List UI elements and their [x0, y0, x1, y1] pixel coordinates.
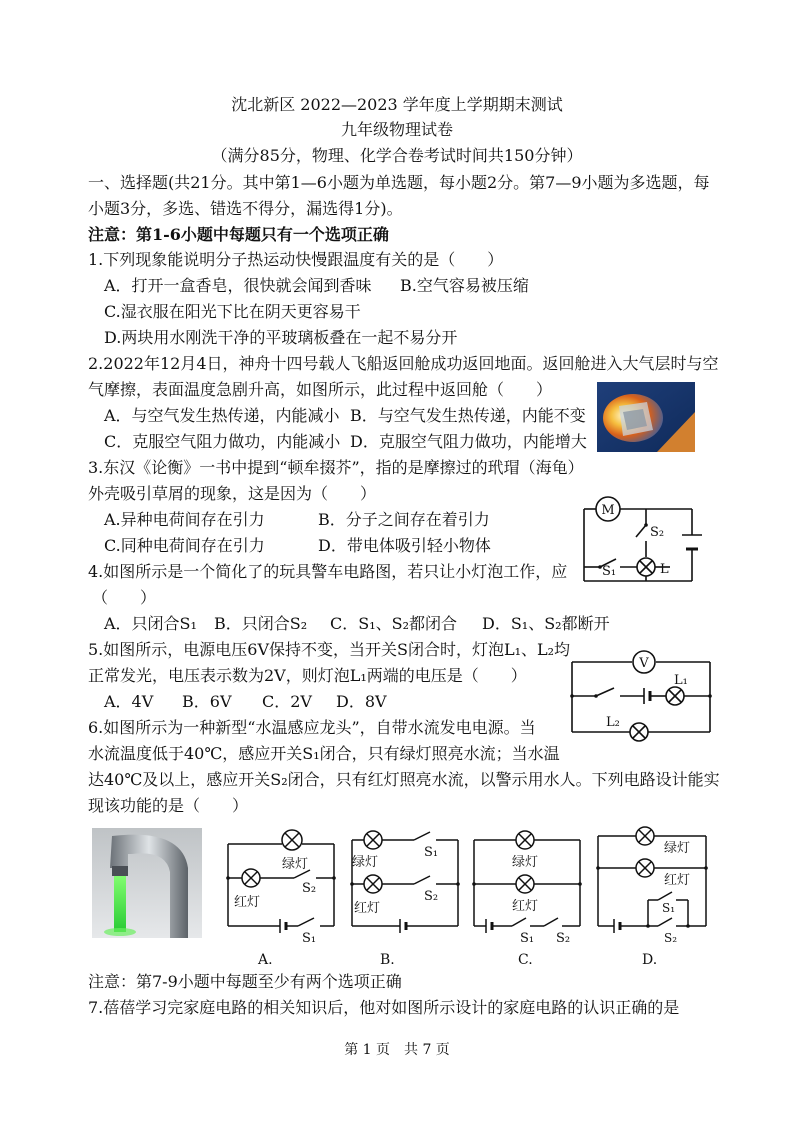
circuit-c-label: C. — [518, 952, 533, 968]
q3-option-d: D．带电体吸引轻小物体 — [318, 536, 491, 555]
q5-option-c: C．2V — [262, 692, 312, 711]
section-heading-line2: 小题3分，多选、错选不得分，漏选得1分)。 — [88, 199, 403, 218]
q6-stem-line4: 现该功能的是（ ） — [88, 796, 249, 815]
q1-option-c: C.湿衣服在阳光下比在阴天更容易干 — [104, 302, 361, 321]
a-s1-label: S₁ — [302, 931, 317, 944]
q5-option-a: A．4V — [104, 692, 154, 711]
q2-option-b: B．与空气发生热传递，内能不变 — [350, 406, 586, 425]
d-s1-label: S₁ — [662, 901, 676, 915]
q1-option-b: B.空气容易被压缩 — [400, 276, 529, 295]
notice-multi-choice: 注意：第7-9小题中每题至少有两个选项正确 — [88, 972, 402, 991]
q6-stem-line1: 6.如图所示为一种新型“水温感应龙头”，自带水流发电电源。当 — [88, 718, 536, 737]
c-green-label: 绿灯 — [512, 855, 539, 870]
lamp-l-label: L — [660, 562, 669, 577]
d-red-label: 红灯 — [664, 873, 691, 888]
d-green-label: 绿灯 — [664, 841, 691, 856]
q4-option-d: D．S₁、S₂都断开 — [482, 614, 610, 633]
q6-circuit-a — [222, 826, 342, 944]
q1-stem: 1.下列现象能说明分子热运动快慢跟温度有关的是（ ） — [88, 250, 504, 269]
capsule-reentry-photo — [597, 382, 695, 452]
q6-stem-line3: 达40℃及以上，感应开关S₂闭合，只有红灯照亮水流，以警示用水人。下列电路设计能实 — [88, 770, 720, 789]
q2-option-d: D．克服空气阻力做功，内能增大 — [350, 432, 587, 451]
b-s1-label: S₁ — [424, 845, 439, 860]
q2-option-c: C．克服空气阻力做功，内能减小 — [104, 432, 341, 451]
lamp-l1-label: L₁ — [674, 673, 688, 688]
c-red-label: 红灯 — [512, 899, 539, 914]
q3-option-a: A.异种电荷间存在引力 — [104, 510, 265, 529]
q6-circuit-b — [346, 826, 464, 944]
q4-stem-line2: （ ） — [92, 588, 157, 607]
a-s2-label: S₂ — [302, 881, 317, 896]
switch-s1-label: S₁ — [602, 564, 617, 579]
q1-option-d: D.两块用水刚洗干净的平玻璃板叠在一起不易分开 — [104, 328, 458, 347]
a-red-label: 红灯 — [234, 895, 261, 910]
d-s2-label: S₂ — [664, 931, 678, 944]
lamp-l2-label: L₂ — [606, 715, 620, 730]
q3-option-c: C.同种电荷间存在引力 — [104, 536, 265, 555]
circuit-d-label: D. — [642, 952, 658, 968]
q4-circuit-diagram — [580, 493, 705, 588]
circuit-a-label: A. — [258, 952, 273, 968]
c-s1-label: S₁ — [520, 931, 535, 944]
b-red-label: 红灯 — [354, 901, 381, 916]
q6-stem-line2: 水流温度低于40℃，感应开关S₁闭合，只有绿灯照亮水流；当水温 — [88, 744, 560, 763]
q3-stem-line2: 外壳吸引草屑的现象，这是因为（ ） — [88, 484, 377, 503]
q6-circuit-d — [592, 822, 712, 944]
q6-circuit-c — [468, 826, 586, 944]
q5-option-b: B．6V — [182, 692, 232, 711]
q5-stem-line2: 正常发光，电压表示数为2V，则灯泡L₁两端的电压是（ ） — [88, 666, 527, 685]
motor-label: M — [601, 503, 615, 518]
q4-option-c: C．S₁、S₂都闭合 — [330, 614, 457, 633]
exam-note: （满分85分，物理、化学合卷考试时间共150分钟） — [211, 146, 583, 165]
q4-option-b: B．只闭合S₂ — [214, 614, 308, 633]
notice-single-choice: 注意：第1-6小题中每题只有一个选项正确 — [88, 225, 389, 244]
circuit-b-label: B. — [380, 952, 395, 968]
c-s2-label: S₂ — [556, 931, 571, 944]
q2-option-a: A．与空气发生热传递，内能减小 — [104, 406, 340, 425]
b-s2-label: S₂ — [424, 889, 439, 904]
q5-stem-line1: 5.如图所示，电源电压6V保持不变，当开关S闭合时，灯泡L₁、L₂均 — [88, 640, 571, 659]
q4-option-a: A．只闭合S₁ — [104, 614, 197, 633]
q2-stem-line1: 2.2022年12月4日，神舟十四号载人飞船返回舱成功返回地面。返回舱进入大气层时与空 — [88, 354, 719, 373]
b-green-label: 绿灯 — [352, 855, 379, 870]
faucet-photo — [92, 828, 202, 938]
a-green-label: 绿灯 — [282, 857, 309, 872]
q3-stem-line1: 3.东汉《论衡》一书中提到“顿牟掇芥”，指的是摩擦过的玳瑁（海龟） — [88, 458, 584, 477]
q1-option-a: A．打开一盒香皂，很快就会闻到香味 — [104, 276, 372, 295]
voltmeter-label: V — [639, 656, 649, 671]
q5-circuit-diagram — [568, 650, 716, 750]
exam-subtitle: 九年级物理试卷 — [340, 120, 453, 139]
page-footer: 第 1 页 共 7 页 — [344, 1042, 450, 1058]
section-heading-line1: 一、选择题(共21分。其中第1—6小题为单选题，每小题2分。第7—9小题为多选题，每 — [88, 173, 710, 192]
exam-title: 沈北新区 2022—2023 学年度上学期期末测试 — [231, 95, 563, 114]
switch-s2-label: S₂ — [650, 525, 665, 540]
q4-stem-line1: 4.如图所示是一个简化了的玩具警车电路图，若只让小灯泡工作，应 — [88, 562, 568, 581]
q3-option-b: B．分子之间存在着引力 — [318, 510, 490, 529]
q5-option-d: D．8V — [336, 692, 387, 711]
q2-stem-line2: 气摩擦，表面温度急剧升高，如图所示，此过程中返回舱（ ） — [88, 380, 553, 399]
q7-stem-line1: 7.蓓蓓学习完家庭电路的相关知识后，他对如图所示设计的家庭电路的认识正确的是 — [88, 998, 680, 1017]
